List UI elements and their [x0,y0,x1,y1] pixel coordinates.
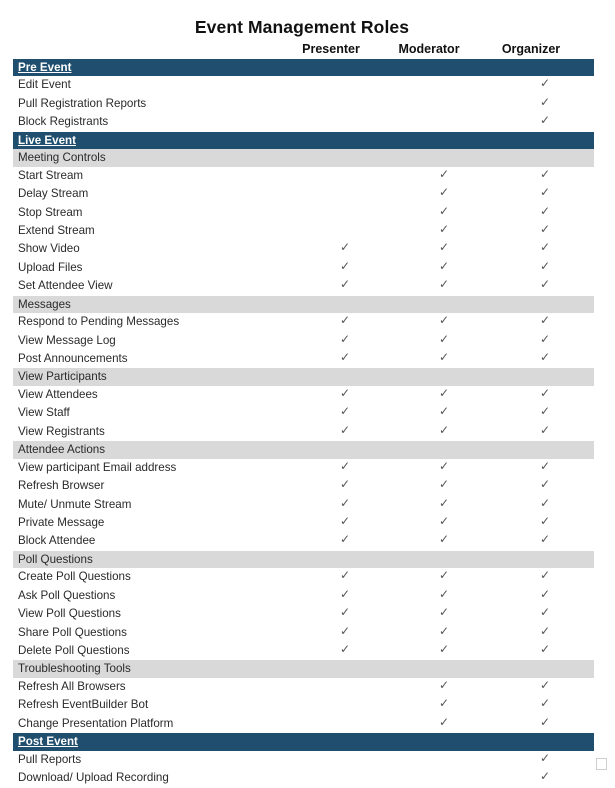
check-icon-moderator: ✓ [438,642,450,656]
permission-label: Edit Event [18,78,71,92]
check-icon-organizer: ✓ [539,185,551,200]
group-header [13,660,594,677]
check-icon-presenter: ✓ [339,385,351,400]
permission-label: View Staff [18,406,70,420]
permission-label: Post Announcements [18,352,128,365]
check-icon-organizer: ✓ [539,94,551,109]
permission-label: Start Stream [18,168,84,182]
table-row [13,423,594,441]
check-icon-presenter: ✓ [339,240,351,255]
check-icon-moderator: ✓ [438,203,450,218]
table-row [13,240,594,258]
check-icon-presenter: ✓ [339,568,351,583]
permission-label: View Message Log [18,333,116,347]
check-icon-organizer: ✓ [539,677,551,692]
group-label: Attendee Actions [18,443,106,457]
check-icon-moderator: ✓ [438,477,450,492]
permission-label: Create Poll Questions [18,570,131,584]
check-icon-presenter: ✓ [339,532,351,547]
table-row [13,769,594,787]
check-icon-organizer: ✓ [539,714,551,729]
check-icon-moderator: ✓ [438,221,450,236]
check-icon-organizer: ✓ [539,568,551,583]
table-row [13,587,594,605]
permission-label: Refresh Browser [18,479,105,493]
permission-label: View Registrants [18,424,105,438]
check-icon-organizer: ✓ [539,313,551,328]
check-icon-moderator: ✓ [438,331,450,346]
section-header [13,132,594,149]
table-row [13,496,594,514]
check-icon-moderator: ✓ [438,240,450,255]
resize-corner [596,758,607,770]
group-header [13,149,594,166]
permission-label: Upload Files [18,260,83,274]
check-icon-organizer: ✓ [539,385,551,400]
table-row [13,76,594,94]
check-icon-organizer: ✓ [539,642,551,656]
check-icon-presenter: ✓ [339,605,351,620]
group-label: Meeting Controls [18,151,106,165]
check-icon-organizer: ✓ [539,605,551,620]
group-header [13,441,594,458]
column-header-moderator: Moderator [398,42,460,56]
check-icon-moderator: ✓ [438,458,450,473]
check-icon-presenter: ✓ [339,513,351,528]
section-label: Pre Event [18,61,72,74]
column-header-organizer: Organizer [501,42,561,56]
table-row [13,477,594,495]
table-row [13,222,594,240]
permission-label: Block Attendee [18,534,96,548]
table-row [13,277,594,295]
permission-label: Respond to Pending Messages [18,315,180,329]
check-icon-organizer: ✓ [539,331,551,346]
table-row [13,259,594,277]
permission-label: Private Message [18,515,105,529]
check-icon-moderator: ✓ [438,605,450,620]
group-header [13,368,594,385]
table-row [13,386,594,404]
group-label: Troubleshooting Tools [18,662,131,676]
table-row [13,185,594,203]
check-icon-presenter: ✓ [339,277,351,292]
table-row [13,605,594,623]
permission-label: Mute/ Unmute Stream [18,497,132,511]
table-row [13,514,594,532]
group-header [13,551,594,568]
check-icon-organizer: ✓ [539,166,551,181]
check-icon-organizer: ✓ [539,221,551,236]
permission-label: Ask Poll Questions [18,588,116,602]
check-icon-organizer: ✓ [539,750,551,765]
check-icon-organizer: ✓ [539,277,551,292]
check-icon-presenter: ✓ [339,313,351,328]
group-header [13,296,594,313]
permission-label: Show Video [18,242,80,256]
check-icon-moderator: ✓ [438,677,450,692]
table-row [13,751,594,769]
permission-label: Share Poll Questions [18,625,127,639]
check-icon-organizer: ✓ [539,532,551,547]
check-icon-presenter: ✓ [339,350,351,364]
table-row [13,332,594,350]
group-label: Messages [18,297,71,311]
check-icon-organizer: ✓ [539,586,551,601]
check-icon-presenter: ✓ [339,623,351,638]
table-row [13,642,594,660]
table-row [13,532,594,550]
table-row [13,624,594,642]
check-icon-organizer: ✓ [539,623,551,638]
table-row [13,568,594,586]
permission-label: Refresh EventBuilder Bot [18,698,149,712]
table-row [13,678,594,696]
check-icon-presenter: ✓ [339,642,351,656]
check-icon-organizer: ✓ [539,203,551,218]
permission-label: View participant Email address [18,460,177,474]
check-icon-organizer: ✓ [539,495,551,510]
check-icon-organizer: ✓ [539,458,551,473]
section-header [13,733,594,750]
check-icon-moderator: ✓ [438,350,450,364]
table-row [13,404,594,422]
permission-label: Change Presentation Platform [18,716,174,730]
check-icon-presenter: ✓ [339,258,351,273]
column-header-presenter: Presenter [302,42,360,56]
group-label: View Participants [18,370,107,384]
check-icon-presenter: ✓ [339,422,351,437]
check-icon-moderator: ✓ [438,166,450,181]
check-icon-moderator: ✓ [438,422,450,437]
check-icon-organizer: ✓ [539,258,551,273]
check-icon-organizer: ✓ [539,113,551,128]
permission-label: View Poll Questions [18,607,121,621]
check-icon-organizer: ✓ [539,422,551,437]
permission-label: Delay Stream [18,187,89,201]
permission-label: Set Attendee View [18,279,113,293]
permission-label: Stop Stream [18,205,83,219]
check-icon-moderator: ✓ [438,623,450,638]
check-icon-presenter: ✓ [339,586,351,601]
permission-label: Delete Poll Questions [18,644,130,657]
table-row [13,313,594,331]
check-icon-moderator: ✓ [438,404,450,419]
check-icon-moderator: ✓ [438,513,450,528]
table-row [13,715,594,733]
check-icon-moderator: ✓ [438,258,450,273]
check-icon-organizer: ✓ [539,769,551,784]
check-icon-moderator: ✓ [438,495,450,510]
check-icon-moderator: ✓ [438,185,450,200]
check-icon-presenter: ✓ [339,404,351,419]
table-row [13,350,594,368]
check-icon-presenter: ✓ [339,495,351,510]
check-icon-moderator: ✓ [438,385,450,400]
check-icon-moderator: ✓ [438,532,450,547]
table-row [13,95,594,113]
check-icon-moderator: ✓ [438,586,450,601]
table-row [13,696,594,714]
permission-label: Extend Stream [18,223,95,237]
permission-label: Download/ Upload Recording [18,771,169,785]
check-icon-presenter: ✓ [339,477,351,492]
check-icon-organizer: ✓ [539,477,551,492]
permission-label: Pull Registration Reports [18,96,147,110]
check-icon-organizer: ✓ [539,350,551,364]
roles-table [13,59,594,788]
table-row [13,459,594,477]
check-icon-organizer: ✓ [539,404,551,419]
check-icon-moderator: ✓ [438,313,450,328]
section-label: Post Event [18,735,78,749]
table-row [13,113,594,131]
check-icon-presenter: ✓ [339,331,351,346]
check-icon-moderator: ✓ [438,696,450,711]
group-label: Poll Questions [18,552,93,566]
check-icon-moderator: ✓ [438,714,450,729]
table-row [13,204,594,222]
check-icon-organizer: ✓ [539,240,551,255]
permission-label: Refresh All Browsers [18,679,126,693]
section-header [13,59,594,76]
check-icon-organizer: ✓ [539,76,551,91]
permission-label: Block Registrants [18,115,109,129]
check-icon-moderator: ✓ [438,568,450,583]
check-icon-organizer: ✓ [539,513,551,528]
table-row [13,167,594,185]
check-icon-presenter: ✓ [339,458,351,473]
page-title: Event Management Roles [194,17,410,37]
permission-label: View Attendees [18,387,98,401]
check-icon-moderator: ✓ [438,277,450,292]
check-icon-organizer: ✓ [539,696,551,711]
permission-label: Pull Reports [18,752,82,766]
section-label: Live Event [18,133,76,147]
